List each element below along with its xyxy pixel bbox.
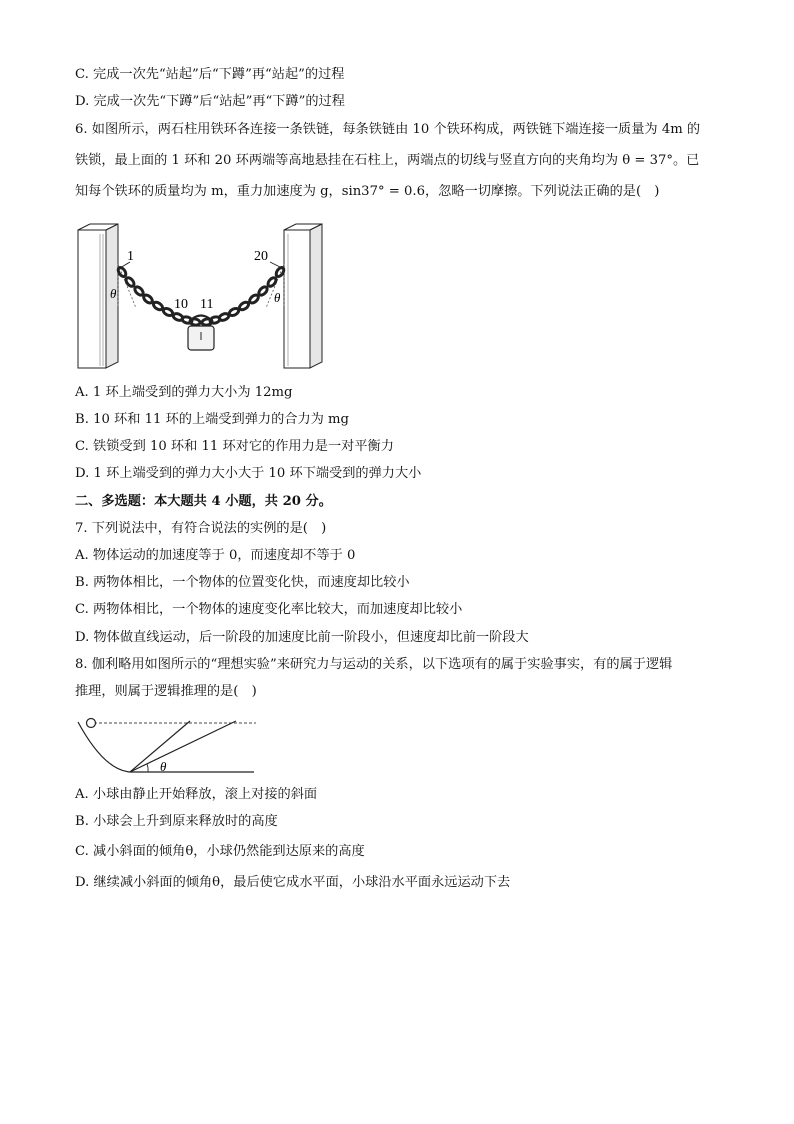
q7-stem: 7. 下列说法中，有符合说法的实例的是( ) <box>75 521 327 536</box>
chain <box>117 266 286 326</box>
q8-option-b: B. 小球会上升到原来释放时的高度 <box>75 814 278 829</box>
curved-ramp <box>78 722 130 772</box>
ring-11-label: 11 <box>200 297 214 312</box>
q5-option-d: D. 完成一次先“下蹲”后“站起”再“下蹲”的过程 <box>75 94 345 109</box>
q7-option-a: A. 物体运动的加速度等于 0，而速度却不等于 0 <box>75 548 356 563</box>
q8-stem-line1: 8. 伽利略用如图所示的“理想实验”来研究力与运动的关系，以下选项有的属于实验事实，有的属于逻辑 <box>75 657 673 672</box>
section-heading-multiple-choice: 二、多选题：本大题共 4 小题，共 20 分。 <box>75 494 332 509</box>
right-pillar <box>284 224 322 368</box>
q7-option-b: B. 两物体相比，一个物体的位置变化快，而速度却比较小 <box>75 575 410 590</box>
q6-option-c: C. 铁锁受到 10 环和 11 环对它的作用力是一对平衡力 <box>75 439 394 454</box>
q6-stem-line3: 知每个铁环的质量均为 m，重力加速度为 g，sin37° = 0.6，忽略一切摩擦。下列说法正确的是( ) <box>75 184 660 199</box>
q8-option-a: A. 小球由静止开始释放，滚上对接的斜面 <box>75 787 318 802</box>
theta-label: θ <box>160 759 167 774</box>
q8-option-d: D. 继续减小斜面的倾角θ，最后使它成水平面，小球沿水平面永远运动下去 <box>75 875 511 890</box>
q5-option-c: C. 完成一次先“站起”后“下蹲”再“站起”的过程 <box>75 67 345 82</box>
ring-20-label: 20 <box>254 249 268 264</box>
q6-option-b: B. 10 环和 11 环的上端受到弹力的合力为 mg <box>75 412 349 427</box>
theta-right-label: θ <box>274 290 281 305</box>
q7-option-c: C. 两物体相比，一个物体的速度变化率比较大，而加速度却比较小 <box>75 602 463 617</box>
q6-stem-line2: 铁锁，最上面的 1 环和 20 环两端等高地悬挂在石柱上，两端点的切线与竖直方向的夹角均为 θ = 37°。已 <box>75 153 700 168</box>
ideal-experiment-figure <box>74 712 264 778</box>
q6-option-a: A. 1 环上端受到的弹力大小为 12mg <box>75 385 293 400</box>
theta-left-label: θ <box>110 286 117 301</box>
q6-stem-line1: 6. 如图所示，两石柱用铁环各连接一条铁链，每条铁链由 10 个铁环构成，两铁链下端连接一质量为 4m 的 <box>75 122 701 137</box>
shallow-incline <box>130 721 236 772</box>
q7-option-d: D. 物体做直线运动，后一阶段的加速度比前一阶段小，但速度却比前一阶段大 <box>75 630 529 645</box>
q6-option-d: D. 1 环上端受到的弹力大小大于 10 环下端受到的弹力大小 <box>75 466 422 481</box>
chain-pillars-figure <box>74 222 334 372</box>
ring-1-label: 1 <box>127 249 134 264</box>
lock-icon <box>188 316 214 351</box>
ring-10-label: 10 <box>174 297 188 312</box>
ball <box>87 719 96 728</box>
q8-option-c: C. 减小斜面的倾角θ，小球仍然能到达原来的高度 <box>75 844 365 859</box>
q8-stem-line2: 推理，则属于逻辑推理的是( ) <box>75 684 257 699</box>
